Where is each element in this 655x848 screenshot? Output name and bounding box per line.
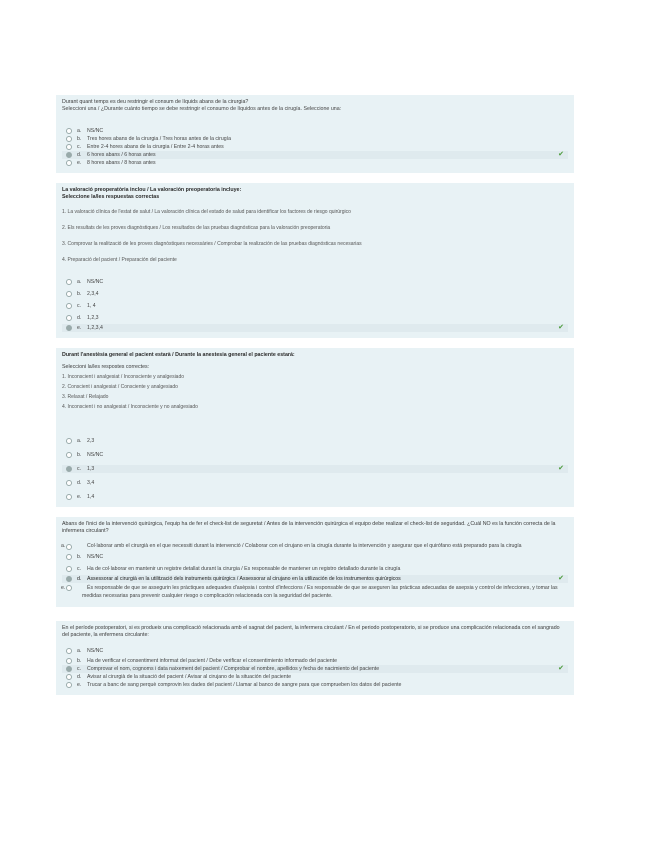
radio-icon [66, 438, 72, 444]
radio-selected-icon [66, 325, 72, 331]
radio-icon [66, 682, 72, 688]
option-a[interactable]: a. NS/NC [62, 278, 568, 286]
radio-selected-icon [66, 576, 72, 582]
option-d[interactable]: d. Avisar al cirurgià de la situació del pacient / Avisar al cirujano de la situación del paciente [62, 673, 568, 681]
option-e[interactable]: e. 8 hores abans / 8 horas antes [62, 159, 568, 167]
option-c[interactable]: c. Entre 2-4 hores abans de la cirurgia / Entre 2-4 horas antes [62, 143, 568, 151]
question-text: Abans de l'inici de la intervenció quirúrgica, l'equip ha de fer el check-list de seguretat / Antes de la intervención quirúrgica el equipo debe realizar el check-list de seguridad. ¿Cuál NO es la función correcta de la infermera circulant? [62, 521, 556, 534]
question-1 [56, 95, 574, 173]
radio-icon [66, 658, 72, 664]
radio-icon [66, 291, 72, 297]
question-instruction: Seleccione la/les respuestas correctas [62, 194, 160, 200]
option-a[interactable]: a. NS/NC [62, 127, 568, 135]
statement-1: 1. Inconscient i analgesiat / Inconsciente y analgesiado [62, 374, 185, 380]
radio-selected-icon [66, 666, 72, 672]
option-e[interactable]: e. 1,4 [62, 493, 568, 501]
radio-icon [66, 554, 72, 560]
statement-4: 4. Inconscient i no analgesiat / Inconsciente y no analgesiado [62, 404, 198, 410]
question-text: En el període postoperatori, si es produeix una complicació relacionada amb el sagnat del pacient, la infermera circulant / En el periodo postoperatorio, si se produce una complicación relacionada con el sangrado del paciente, la enfermera circulante: [62, 624, 560, 638]
check-icon: ✔ [558, 151, 564, 158]
statement-1: 1. La valoració clínica de l'estat de salut / La valoración clínica del estado de salud para identificar los factores de riesgo quirúrgico [62, 209, 351, 215]
option-c[interactable]: c. 1, 4 [62, 302, 568, 310]
option-e[interactable]: e. 1,2,3,4 ✔ [62, 324, 568, 332]
radio-icon [66, 544, 72, 550]
option-a[interactable]: a. 2,3 [62, 437, 568, 445]
check-icon: ✔ [558, 324, 564, 331]
check-icon: ✔ [558, 465, 564, 472]
option-c[interactable]: c. 1,3 ✔ [62, 465, 568, 473]
radio-icon [66, 128, 72, 134]
statement-3: 3. Comprovar la realització de les proves diagnòstiques necessàries / Comprobar la realización de las pruebas diagnósticas necesarias [62, 241, 362, 247]
option-d[interactable]: d. 1,2,3 [62, 314, 568, 322]
option-b[interactable]: b. Ha de verificar el consentiment informat del pacient / Debe verificar el consentimiento informado del paciente [62, 657, 568, 665]
option-c[interactable]: c. Comprovar el nom, cognoms i data naixement del pacient / Comprobar el nombre, apellidos y fecha de nacimiento del paciente ✔ [62, 665, 568, 673]
statement-4: 4. Preparació del pacient / Preparación del paciente [62, 257, 177, 263]
radio-icon [66, 674, 72, 680]
option-d[interactable]: d. 3,4 [62, 479, 568, 487]
question-text: Durant quant temps es deu restringir el consum de líquids abans de la cirurgia? [62, 99, 249, 105]
option-e[interactable]: e. Trucar a banc de sang perquè comprovin les dades del pacient / Llamar al banco de sangre para que comprueben los datos del paciente [62, 681, 568, 689]
option-a[interactable]: a. Col·laborar amb el cirurgià en el que necessiti durant la intervenció / Colaborar con el cirujano en la cirugía durante la intervención y asegurar que el quirófano está preparado para la cirugía [61, 543, 522, 549]
check-icon: ✔ [558, 664, 564, 672]
radio-icon [66, 160, 72, 166]
radio-icon [66, 279, 72, 285]
option-a[interactable]: a. NS/NC [62, 647, 568, 655]
question-instruction: Seleccioni la/les respostes correctes: [62, 364, 150, 370]
check-icon: ✔ [558, 574, 564, 582]
question-4 [56, 517, 574, 607]
question-text: Durant l'anestèsia general el pacient estarà / Durante la anestesia general el paciente estará: [62, 352, 295, 358]
question-instruction: Seleccioni una / ¿Durante cuánto tiempo se debe restringir el consumo de líquidos antes de la cirugía. Seleccione una: [62, 106, 342, 112]
statement-2: 2. Conscient i analgesiat / Consciente y analgesiado [62, 384, 178, 390]
question-5 [56, 621, 574, 695]
option-e[interactable]: e. És responsable de que se assegurin les pràctiques adequades d'asèpsia i control d'infeccions / Es responsable de que se aseguren las prácticas adecuadas de asepsia y control de infecciones, y tomar las medidas necesarias para prevenir cualquier riesgo o complicación relacionada con la seguridad del paciente. [61, 584, 558, 599]
option-b[interactable]: b. NS/NC [62, 553, 568, 561]
option-b[interactable]: b. 2,3,4 [62, 290, 568, 298]
radio-icon [66, 303, 72, 309]
radio-icon [66, 136, 72, 142]
option-b[interactable]: b. Tres hores abans de la cirurgia / Tres horas antes de la cirugía [62, 135, 568, 143]
option-c[interactable]: c. Ha de col·laborar en mantenir un registre detallat durant la cirurgia / Es responsable de mantener un registro detallado durante la cirugía [62, 565, 568, 573]
statement-2: 2. Els resultats de les proves diagnòstiques / Los resultados de las pruebas diagnósticas para la valoración preoperatoria [62, 225, 331, 231]
option-b[interactable]: b. NS/NC [62, 451, 568, 459]
radio-icon [66, 494, 72, 500]
question-3 [56, 348, 574, 507]
statement-3: 3. Relaxat / Relajado [62, 394, 109, 400]
radio-selected-icon [66, 466, 72, 472]
radio-icon [66, 566, 72, 572]
radio-selected-icon [66, 152, 72, 158]
radio-icon [66, 480, 72, 486]
option-d[interactable]: d. 6 hores abans / 6 horas antes ✔ [62, 151, 568, 159]
radio-icon [66, 315, 72, 321]
radio-icon [66, 452, 72, 458]
radio-icon [66, 648, 72, 654]
option-d[interactable]: d. Assessorar al cirurgià en la utilització dels instruments quirúrgics / Assessorar al cirujano en la utilización de los instrumentos quirúrgicos ✔ [62, 575, 568, 583]
radio-icon [66, 144, 72, 150]
question-2 [56, 183, 574, 338]
radio-icon [66, 585, 72, 591]
question-text: La valoració preoperatòria inclou / La valoración preoperatoria incluye: [62, 187, 242, 193]
quiz-review [56, 95, 574, 705]
